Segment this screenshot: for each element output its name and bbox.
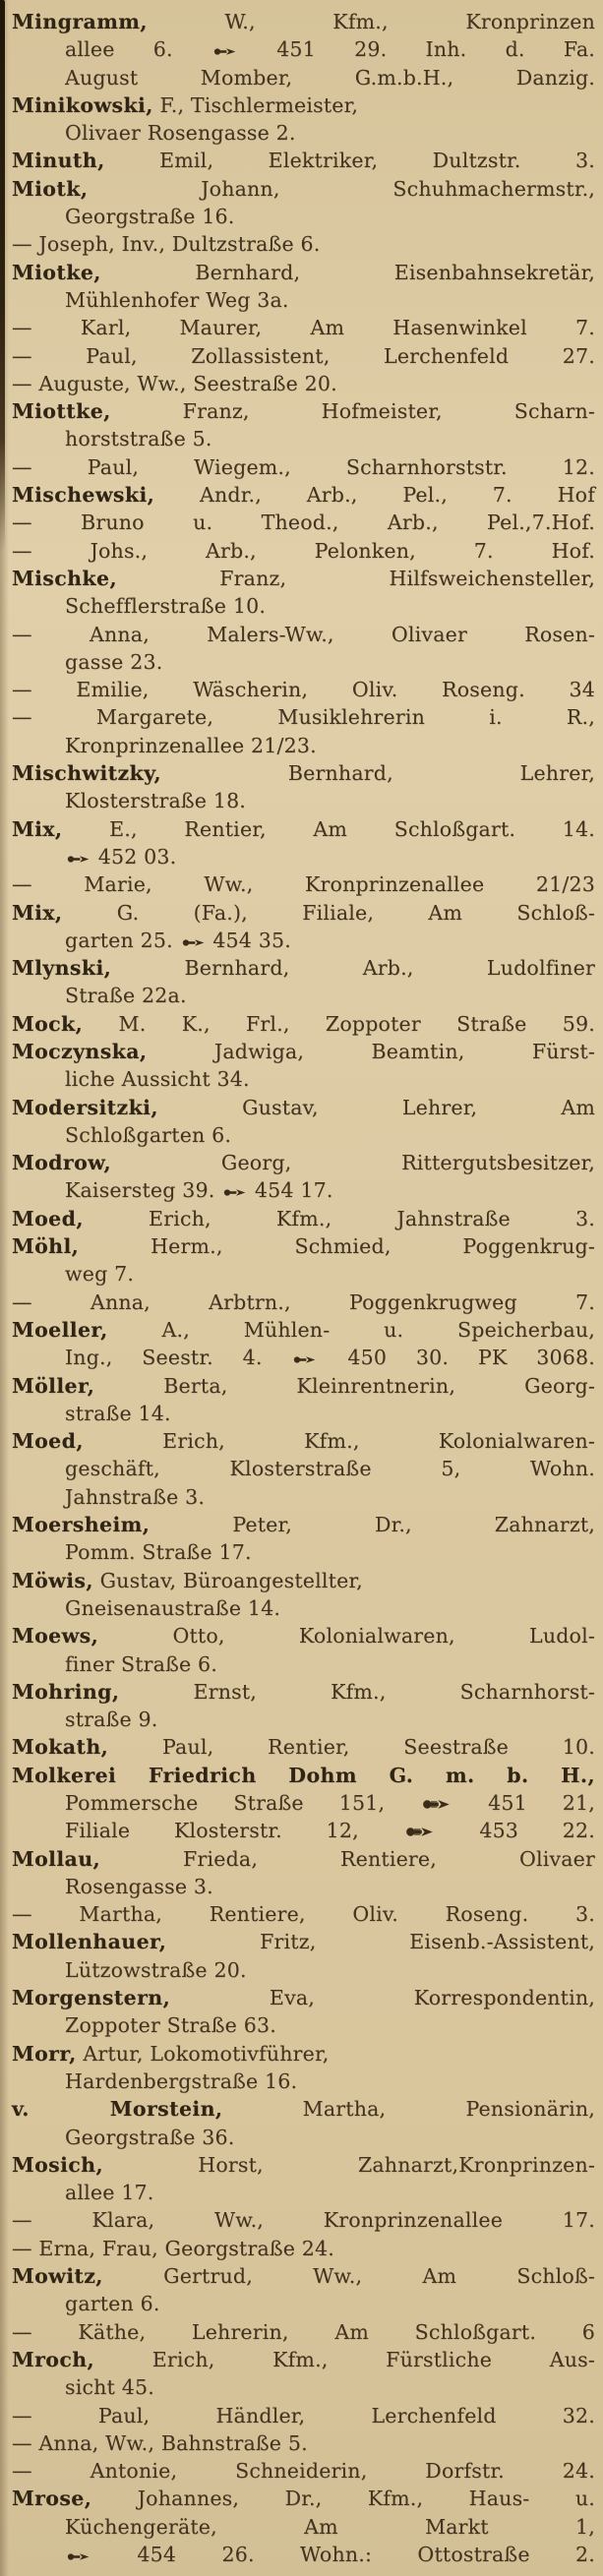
entry-line xyxy=(12,342,595,370)
entry-text: — Martha, Rentiere, Oliv. Roseng. 3. xyxy=(12,1902,595,1927)
entry-line xyxy=(12,1789,595,1817)
entry-line xyxy=(12,982,595,1009)
entry-line xyxy=(12,1483,595,1511)
entry-line xyxy=(12,565,595,592)
entry-surname: Modersitzki, xyxy=(12,1095,158,1119)
entry-text: Bernhard, Arb., Ludolfiner xyxy=(111,956,595,981)
entry-text: Küchengeräte, Am Markt 1, xyxy=(65,2514,595,2539)
entry-text: — Anna, Malers-Ww., Olivaer Rosen- xyxy=(12,622,595,646)
entry-text: — Paul, Händler, Lerchenfeld 32. xyxy=(12,2403,595,2427)
entry-surname: Moews, xyxy=(12,1624,99,1648)
entry-text: Erich, Kfm., Fürstliche Aus- xyxy=(94,2347,595,2371)
entry-text: Franz, Hofmeister, Scharn- xyxy=(110,399,595,424)
entry-text: Gustav, Lehrer, Am xyxy=(157,1095,595,1119)
entry-surname: Mlynski, xyxy=(12,956,112,981)
entry-text: Frieda, Rentiere, Olivaer xyxy=(100,1846,595,1871)
phone-icon xyxy=(182,927,205,954)
entry-text: gasse 23. xyxy=(65,649,163,674)
entry-line xyxy=(12,1762,595,1789)
entry-line xyxy=(12,2095,595,2123)
entry-surname: Molkerei Friedrich Dohm G. m. b. H., xyxy=(12,1763,595,1787)
entry-line xyxy=(12,1706,595,1733)
entry-line xyxy=(12,230,595,258)
phone-icon xyxy=(293,1344,316,1371)
entry-text: Rosengasse 3. xyxy=(65,1874,213,1898)
entry-surname: Möwis, xyxy=(12,1568,93,1592)
entry-surname: Mingramm, xyxy=(12,10,148,33)
entry-surname: Mosich, xyxy=(12,2152,104,2177)
entry-line xyxy=(12,954,595,982)
entry-text: 453 22. xyxy=(435,1819,595,1843)
entry-line xyxy=(12,787,595,814)
entry-text: Franz, Hilfsweichensteller, xyxy=(117,566,595,590)
entry-text: Ing., Seestr. 4. xyxy=(65,1346,292,1370)
entry-line xyxy=(12,1288,595,1316)
entry-line xyxy=(12,259,595,286)
entry-line xyxy=(12,397,595,425)
entry-line xyxy=(12,870,595,898)
entry-line xyxy=(12,759,595,787)
entry-text: Martha, Pensionärin, xyxy=(222,2097,595,2122)
entry-surname: Mrose, xyxy=(12,2486,92,2511)
phone-icon xyxy=(67,843,90,870)
entry-line xyxy=(12,2513,595,2541)
entry-text: — Emilie, Wäscherin, Oliv. Roseng. 34 xyxy=(12,678,595,702)
entry-line xyxy=(12,1065,595,1093)
entry-text: geschäft, Klosterstraße 5, Wohn. xyxy=(65,1457,595,1481)
entry-surname: Moed, xyxy=(12,1206,84,1230)
entry-text: sicht 45. xyxy=(65,2375,154,2400)
entry-line xyxy=(12,1984,595,2011)
entry-line xyxy=(12,1622,595,1649)
entry-text: Herm., Schmied, Poggenkrug- xyxy=(79,1234,595,1259)
entry-line xyxy=(12,1650,595,1678)
entry-text: Bernhard, Eisenbahnsekretär, xyxy=(100,260,595,284)
entry-line xyxy=(12,1956,595,1984)
entry-text: Georg, Rittergutsbesitzer, xyxy=(111,1151,595,1175)
entry-surname: Mollau, xyxy=(12,1846,101,1871)
entry-text: Lützowstraße 20. xyxy=(65,1957,247,1982)
entry-text: Straße 22a. xyxy=(65,984,187,1008)
entry-surname: Mohring, xyxy=(12,1679,120,1704)
entry-line xyxy=(12,1900,595,1928)
entry-line xyxy=(12,676,595,703)
entry-line xyxy=(12,815,595,843)
entry-text: Olivaer Rosengasse 2. xyxy=(65,121,296,146)
entry-line xyxy=(12,2541,595,2568)
entry-surname: Mock, xyxy=(12,1011,84,1036)
entry-line xyxy=(12,537,595,565)
entry-line xyxy=(12,1845,595,1873)
entry-text: — Erna, Frau, Georgstraße 24. xyxy=(12,2236,335,2260)
entry-line xyxy=(12,2235,595,2262)
entry-line xyxy=(12,147,595,174)
entry-line xyxy=(12,8,595,35)
entry-line xyxy=(12,1678,595,1706)
entry-line xyxy=(12,592,595,620)
entry-line xyxy=(12,1232,595,1260)
entry-surname: Minuth, xyxy=(12,149,105,173)
entry-text: Georgstraße 16. xyxy=(65,205,235,229)
entry-line xyxy=(12,1538,595,1566)
entry-text: 454 26. Wohn.: Ottostraße 2. xyxy=(91,2543,595,2567)
entry-line xyxy=(12,1121,595,1149)
entry-surname: Mischwitzky, xyxy=(12,761,162,786)
entry-surname: Mix, xyxy=(12,816,63,841)
entry-surname: Mokath, xyxy=(12,1735,109,1760)
entry-line xyxy=(12,2429,595,2457)
entry-surname: Minikowski, xyxy=(12,92,153,117)
entry-line xyxy=(12,64,595,91)
entry-line xyxy=(12,2346,595,2373)
entry-text: Kronprinzenallee 21/23. xyxy=(65,733,317,757)
entry-text: Jahnstraße 3. xyxy=(65,1484,206,1509)
entry-text: Andr., Arb., Pel., 7. Hof xyxy=(154,483,595,508)
entry-surname: Mroch, xyxy=(12,2347,95,2371)
entry-text: Pomm. Straße 17. xyxy=(65,1540,252,1565)
entry-text: Otto, Kolonialwaren, Ludol- xyxy=(98,1624,595,1648)
entry-text: — Antonie, Schneiderin, Dorfstr. 24. xyxy=(12,2459,595,2484)
entry-line xyxy=(12,1594,595,1622)
entry-line xyxy=(12,2206,595,2234)
entry-surname: Mischewski, xyxy=(12,483,155,508)
entry-surname: Möhl, xyxy=(12,1234,80,1259)
phone-icon xyxy=(422,1789,451,1817)
entry-surname: Miotk, xyxy=(12,176,89,201)
entry-text: Emil, Elektriker, Dultzstr. 3. xyxy=(104,149,595,173)
entry-text: Erich, Kfm., Kolonialwaren- xyxy=(83,1429,595,1454)
entry-text: Klosterstraße 18. xyxy=(65,789,247,813)
entry-line xyxy=(12,732,595,759)
phone-icon xyxy=(405,1817,434,1844)
entry-text: — Bruno u. Theod., Arb., Pel.,7.Hof. xyxy=(12,510,595,535)
entry-surname: Moersheim, xyxy=(12,1513,151,1537)
entry-text: G. (Fa.), Filiale, Am Schloß- xyxy=(62,900,595,925)
entry-text: — Auguste, Ww., Seestraße 20. xyxy=(12,371,337,395)
entry-line xyxy=(12,1260,595,1288)
entry-text: straße 14. xyxy=(65,1401,171,1425)
entry-text: F., Tischlermeister, xyxy=(152,92,359,117)
phone-icon xyxy=(223,1176,246,1204)
entry-line xyxy=(12,1372,595,1400)
entry-surname: Miottke, xyxy=(12,399,111,424)
entry-line xyxy=(12,203,595,230)
entry-text: 451 21, xyxy=(452,1791,595,1815)
entry-line xyxy=(12,1149,595,1176)
entry-line xyxy=(12,1094,595,1121)
entry-text: Paul, Rentier, Seestraße 10. xyxy=(108,1735,595,1760)
entry-line xyxy=(12,1010,595,1038)
entry-text: Gertrud, Ww., Am Schloß- xyxy=(102,2264,595,2289)
entry-text: Gneisenaustraße 14. xyxy=(65,1595,281,1620)
entry-text: Peter, Dr., Zahnarzt, xyxy=(150,1513,595,1537)
entry-surname: Mollenhauer, xyxy=(12,1930,167,1954)
entry-text: Zoppoter Straße 63. xyxy=(65,2013,276,2038)
entry-text: 450 30. PK 3068. xyxy=(318,1346,595,1370)
entry-text: W., Kfm., Kronprinzen xyxy=(147,10,595,33)
entry-line xyxy=(12,425,595,452)
entry-line xyxy=(12,481,595,509)
entry-text: Schloßgarten 6. xyxy=(65,1122,232,1147)
entry-line xyxy=(12,2179,595,2206)
entry-line xyxy=(12,2457,595,2485)
entry-surname: Morgenstern, xyxy=(12,1986,171,2010)
entry-text: 454 17. xyxy=(248,1178,333,1203)
entry-text: E., Rentier, Am Schloßgart. 14. xyxy=(62,816,595,841)
entry-line xyxy=(12,2067,595,2095)
entry-line xyxy=(12,2262,595,2290)
entry-text: — Paul, Zollassistent, Lerchenfeld 27. xyxy=(12,343,595,368)
entry-text: — Karl, Maurer, Am Hasenwinkel 7. xyxy=(12,316,595,340)
entry-line xyxy=(12,1038,595,1065)
entry-line xyxy=(12,1928,595,1955)
entry-surname: Möller, xyxy=(12,1373,95,1398)
entry-text: Fritz, Eisenb.-Assistent, xyxy=(166,1930,595,1954)
entry-text: — Anna, Ww., Bahnstraße 5. xyxy=(12,2430,308,2455)
entry-line xyxy=(12,1316,595,1344)
entry-line xyxy=(12,2318,595,2346)
entry-text: garten 25. xyxy=(65,928,180,952)
entry-text: allee 6. xyxy=(65,37,211,62)
entry-text: Pommersche Straße 151, xyxy=(65,1791,421,1815)
entry-surname: Miotke, xyxy=(12,260,101,284)
entry-line xyxy=(12,1817,595,1844)
entry-line xyxy=(12,1455,595,1482)
entry-text: Mühlenhofer Weg 3a. xyxy=(65,287,289,312)
entry-text: Berta, Kleinrentnerin, Georg- xyxy=(94,1373,595,1398)
entry-line xyxy=(12,1427,595,1455)
entry-text: Artur, Lokomotivführer, xyxy=(76,2041,330,2066)
entry-text: — Johs., Arb., Pelonken, 7. Hof. xyxy=(12,538,595,563)
entry-text: liche Aussicht 34. xyxy=(65,1067,250,1092)
entry-text: — Marie, Ww., Kronprinzenallee 21/23 xyxy=(12,872,595,897)
entry-line xyxy=(12,2151,595,2179)
entry-text: Gustav, Büroangestellter, xyxy=(92,1568,363,1592)
entry-line xyxy=(12,1176,595,1204)
entry-text: — Margarete, Musiklehrerin i. R., xyxy=(12,705,595,730)
entry-text: — Klara, Ww., Kronprinzenallee 17. xyxy=(12,2208,595,2233)
entry-line xyxy=(12,1400,595,1427)
entry-text: Erich, Kfm., Jahnstraße 3. xyxy=(83,1206,595,1230)
entry-line xyxy=(12,703,595,731)
entry-text: Hardenbergstraße 16. xyxy=(65,2068,298,2093)
entry-text: Horst, Zahnarzt,Kronprinzen- xyxy=(103,2152,595,2177)
entry-text: garten 6. xyxy=(65,2292,160,2316)
entry-text: allee 17. xyxy=(65,2181,154,2205)
entry-text: — Paul, Wiegem., Scharnhorststr. 12. xyxy=(12,454,595,479)
entry-line xyxy=(12,843,595,870)
entry-surname: Moczynska, xyxy=(12,1039,148,1063)
entry-line xyxy=(12,453,595,481)
entry-text: Jadwiga, Beamtin, Fürst- xyxy=(147,1039,595,1063)
entry-text: — Käthe, Lehrerin, Am Schloßgart. 6 xyxy=(12,2319,595,2344)
entry-text: weg 7. xyxy=(65,1262,135,1287)
entry-text: Johannes, Dr., Kfm., Haus- u. xyxy=(91,2486,595,2511)
entry-line xyxy=(12,899,595,927)
phone-icon xyxy=(67,2541,90,2568)
entry-text: 454 35. xyxy=(206,928,291,952)
entry-text: Schefflerstraße 10. xyxy=(65,594,267,619)
entry-text: Johann, Schuhmachermstr., xyxy=(88,176,595,201)
entry-surname: Modrow, xyxy=(12,1151,112,1175)
entry-text: — Anna, Arbtrn., Poggenkrugweg 7. xyxy=(12,1289,595,1314)
entry-text: 452 03. xyxy=(91,844,177,869)
entry-text: August Momber, G.m.b.H., Danzig. xyxy=(65,65,595,90)
entry-text: Georgstraße 36. xyxy=(65,2125,235,2149)
entry-line xyxy=(12,2402,595,2429)
entry-line xyxy=(12,370,595,397)
entry-text: — Joseph, Inv., Dultzstraße 6. xyxy=(12,232,321,257)
entry-line xyxy=(12,648,595,676)
entry-line xyxy=(12,1873,595,1900)
entry-text: 451 29. Inh. d. Fa. xyxy=(237,37,595,62)
entry-text: horststraße 5. xyxy=(65,427,212,451)
entry-line xyxy=(12,286,595,314)
entry-line xyxy=(12,2011,595,2039)
entry-line xyxy=(12,175,595,203)
entry-line xyxy=(12,2040,595,2067)
entry-surname: Moed, xyxy=(12,1429,84,1454)
entry-line xyxy=(12,1344,595,1371)
entry-line xyxy=(12,1511,595,1538)
entry-line xyxy=(12,2124,595,2151)
entry-line xyxy=(12,1733,595,1761)
entry-surname: Mischke, xyxy=(12,566,117,590)
entry-line xyxy=(12,119,595,147)
entry-line xyxy=(12,2290,595,2317)
entry-line xyxy=(12,621,595,648)
entry-line xyxy=(12,2373,595,2401)
entry-text: M. K., Frl., Zoppoter Straße 59. xyxy=(83,1011,595,1036)
entry-text: finer Straße 6. xyxy=(65,1651,217,1676)
entry-text: Filiale Klosterstr. 12, xyxy=(65,1819,403,1843)
entry-text: straße 9. xyxy=(65,1707,158,1732)
entry-surname: Moeller, xyxy=(12,1317,108,1342)
entry-line xyxy=(12,1567,595,1594)
entry-text: Bernhard, Lehrer, xyxy=(161,761,595,786)
entry-surname: Mix, xyxy=(12,900,63,925)
entry-surname: v. Morstein, xyxy=(12,2097,223,2122)
entry-line xyxy=(12,91,595,119)
entry-text: Kaisersteg 39. xyxy=(65,1178,222,1203)
entry-line xyxy=(12,927,595,954)
entry-line xyxy=(12,35,595,63)
entry-line xyxy=(12,1205,595,1232)
entry-line xyxy=(12,509,595,536)
entry-text: Eva, Korrespondentin, xyxy=(170,1986,595,2010)
entry-line xyxy=(12,2485,595,2512)
phone-icon xyxy=(213,35,236,63)
entry-text: Ernst, Kfm., Scharnhorst- xyxy=(119,1679,595,1704)
entry-surname: Morr, xyxy=(12,2041,77,2066)
entry-text: A., Mühlen- u. Speicherbau, xyxy=(107,1317,595,1342)
entry-line xyxy=(12,314,595,341)
entry-surname: Mowitz, xyxy=(12,2264,103,2289)
